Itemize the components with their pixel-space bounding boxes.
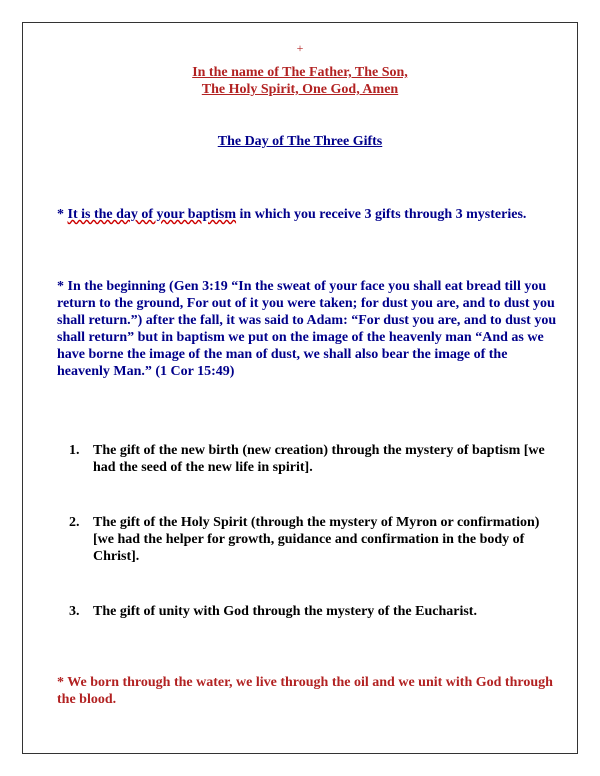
gift-number: 1. <box>69 443 80 458</box>
gift-text: The gift of unity with God through the mystery of the Eucharist. <box>93 604 477 619</box>
beginning-paragraph: * In the beginning (Gen 3:19 “In the sweat of your face you shall eat bread till you return to the ground, For out of it you were taken; for dust you are, and to dust you shall return.”) after the fall, it was said to Adam: “For dust you are, and to dust you shall return” but in baptism we put on the image of the heavenly man “And as we have borne the image of the man of dust, we shall also bear the image of the heavenly Man.” (1 Cor 15:49) <box>57 279 557 379</box>
invocation-line-1: In the name of The Father, The Son, <box>192 65 408 80</box>
gift-text: The gift of the new birth (new creation) through the mystery of baptism [we had the seed of the new life in spirit]. <box>93 443 545 475</box>
closing-paragraph: * We born through the water, we live through the oil and we unit with God through the blood. <box>57 675 553 707</box>
intro-spellcheck-phrase: It is the day of your baptism <box>67 207 237 222</box>
document-title: The Day of The Three Gifts <box>217 134 383 149</box>
intro-paragraph <box>57 206 557 223</box>
gift-text: The gift of the Holy Spirit (through the mystery of Myron or confirmation) [we had the helper for growth, guidance and confirmation in the body of Christ]. <box>93 515 540 564</box>
gift-number: 2. <box>69 515 80 530</box>
intro-rest: in which you receive 3 gifts through 3 mysteries. <box>236 207 527 222</box>
cross-symbol: + <box>296 41 304 55</box>
gift-number: 3. <box>69 604 80 619</box>
intro-bullet: * <box>57 207 68 222</box>
invocation-line-2: The Holy Spirit, One God, Amen <box>201 82 399 97</box>
document-page <box>22 22 578 754</box>
